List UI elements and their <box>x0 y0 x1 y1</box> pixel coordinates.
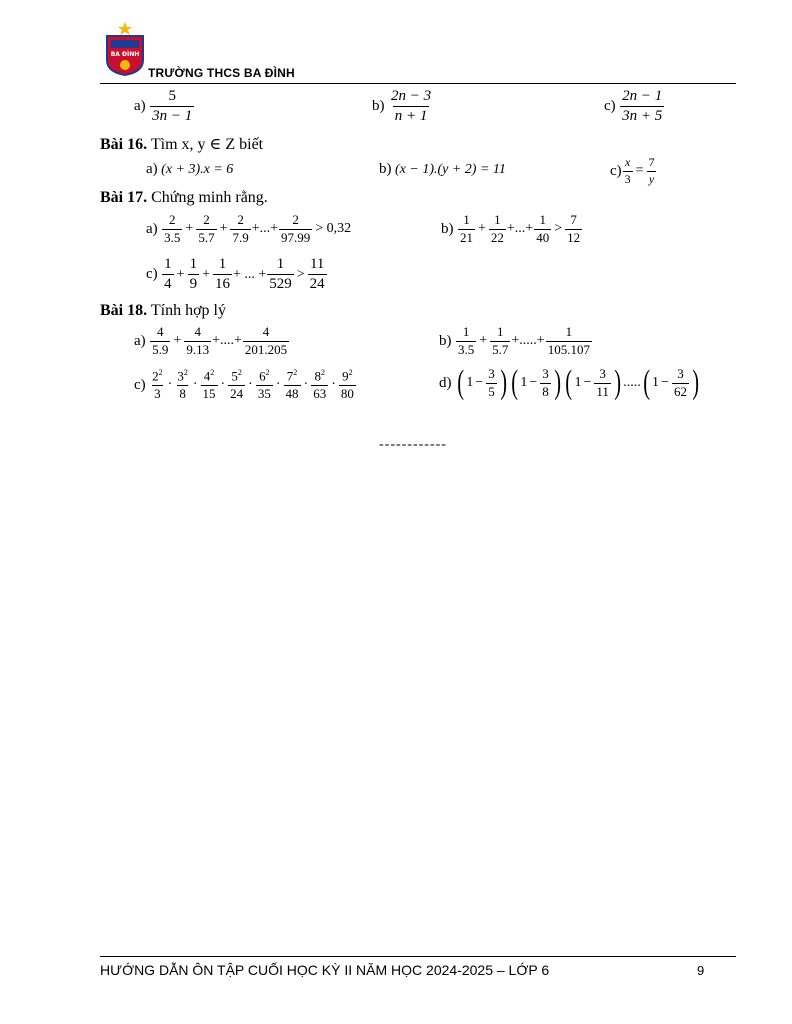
section-divider: ------------ <box>379 437 447 452</box>
prev-item-c: c) $\frac{2n - 1}{3n + 5}$ <box>604 88 663 125</box>
school-name: TRƯỜNG THCS BA ĐÌNH <box>148 66 295 80</box>
footer-title: HƯỚNG DẪN ÔN TẬP CUỐI HỌC KỲ II NĂM HỌC 2024-2025 – LỚP 6 <box>100 962 550 978</box>
page-number: 9 <box>697 963 705 978</box>
bai17-c: c) $\frac{1}{4}$ + $\frac{1}{9}$ + $\frac{1}{16}$ + ... + $\frac{1}{529}$ > $\frac{11}{24}$ <box>146 256 325 293</box>
bai18-heading: Bài 18. Tính hợp lý <box>100 302 226 319</box>
prev-item-a: a) $\frac{5}{3n - 1}$ <box>134 88 193 125</box>
bai18-b: b) $\frac{1}{3.5}$ + $\frac{1}{5.7}$ +.....+ $\frac{1}{105.107}$ <box>439 324 590 357</box>
bai18-c: c) $\frac{2^2}{3}$ · $\frac{3^2}{8}$ · $\frac{4^2}{15}$ · $\frac{5^2}{24}$ · $\frac{6^2}{35}$ · $\frac{7^2}{48}$ · $\frac{8^2}{63}$ · $\frac{9^2}{80}$ <box>134 368 354 402</box>
bai18-a: a) $\frac{4}{5.9}$ + $\frac{4}{9.13}$ +....+ $\frac{4}{201.205}$ <box>134 324 288 357</box>
header-rule <box>100 83 736 84</box>
bai18-d: d) ( 1 − $\frac{3}{5}$ ) ( 1 − $\frac{3}{8}$ ) ( 1 − $\frac{3}{11}$ ) ..... ( 1 − $\frac{3}{62}$ ) <box>439 364 700 401</box>
bai16-heading: Bài 16. Tìm x, y ∈ Z biết <box>100 136 264 153</box>
bai17-a: a) $\frac{2}{3.5}$ + $\frac{2}{5.7}$ + $\frac{2}{7.9}$ +...+ $\frac{2}{97.99}$ > 0,32 <box>146 212 352 245</box>
bai17-heading: Bài 17. Chứng minh rằng. <box>100 189 268 206</box>
bai16-c: c) $\frac{x}{3}$ = $\frac{7}{y}$ <box>610 155 655 186</box>
svg-text:BA ĐÌNH: BA ĐÌNH <box>110 51 140 58</box>
prev-item-b: b) $\frac{2n - 3}{n + 1}$ <box>372 88 432 125</box>
footer-rule <box>100 956 736 957</box>
bai16-a: a) (x + 3).x = 6 <box>146 161 234 177</box>
school-logo <box>103 22 147 76</box>
bai17-b: b) $\frac{1}{21}$ + $\frac{1}{22}$ +...+ $\frac{1}{40}$ > $\frac{7}{12}$ <box>441 212 581 245</box>
bai16-b: b) (x − 1).(y + 2) = 11 <box>379 161 506 177</box>
